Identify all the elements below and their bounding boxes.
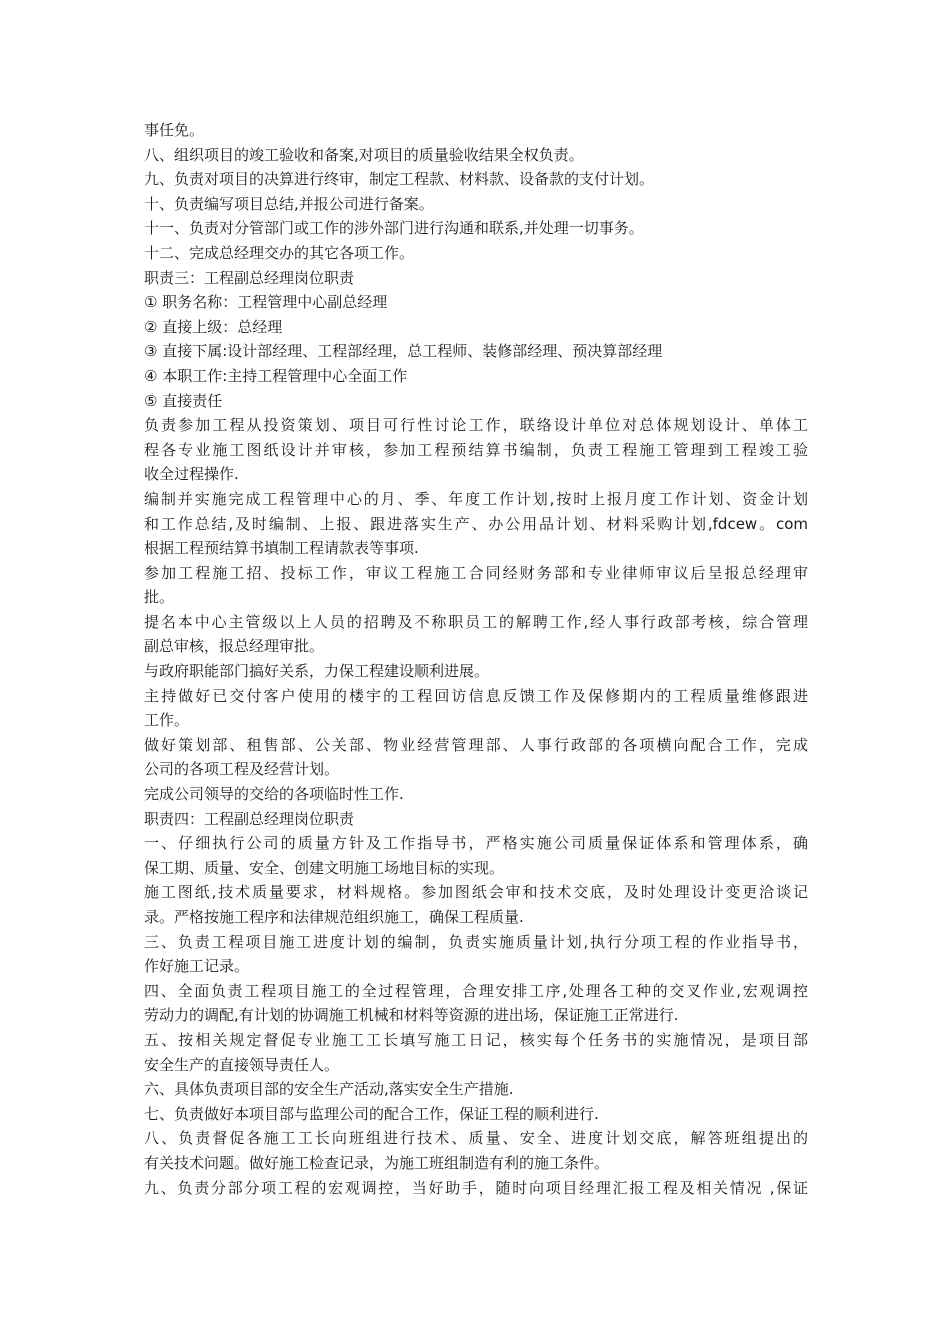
text-line: 施工图纸,技术质量要求，材料规格。参加图纸会审和技术交底，及时处理设计变更洽谈记 — [144, 883, 808, 902]
text-line: 作好施工记录。 — [144, 957, 250, 976]
text-line: 和工作总结,及时编制、上报、跟进落实生产、办公用品计划、材料采购计划,fdcew。com — [144, 514, 808, 533]
text-line: ④ 本职工作:主持工程管理中心全面工作 — [144, 366, 408, 385]
text-line: 十、负责编写项目总结,并报公司进行备案。 — [144, 194, 434, 213]
text-line: 七、负责做好本项目部与监理公司的配合工作，保证工程的顺利进行. — [144, 1104, 599, 1123]
text-line: 五、按相关规定督促专业施工工长填写施工日记，核实每个任务书的实施情况，是项目部 — [144, 1030, 808, 1049]
text-line: 三、负责工程项目施工进度计划的编制，负责实施质量计划,执行分项工程的作业指导书， — [144, 932, 808, 951]
text-line: 八、负责督促各施工工长向班组进行技术、质量、安全、进度计划交底，解答班组提出的 — [144, 1129, 808, 1148]
text-line: 完成公司领导的交给的各项临时性工作. — [144, 785, 404, 804]
text-line: 保工期、质量、安全、创建文明施工场地目标的实现。 — [144, 858, 505, 877]
text-line: 副总审核，报总经理审批。 — [144, 637, 325, 656]
text-line: 与政府职能部门搞好关系，力保工程建设顺利进展。 — [144, 662, 490, 681]
text-line: 批。 — [144, 588, 175, 607]
text-line: 八、组织项目的竣工验收和备案,对项目的质量验收结果全权负责。 — [144, 145, 584, 164]
text-line: 编制并实施完成工程管理中心的月、季、年度工作计划,按时上报月度工作计划、资金计划 — [144, 489, 808, 508]
text-line: 四、全面负责工程项目施工的全过程管理，合理安排工序,处理各工种的交叉作业,宏观调控 — [144, 981, 808, 1000]
text-line: ① 职务名称：工程管理中心副总经理 — [144, 293, 388, 312]
text-line: 十二、完成总经理交办的其它各项工作。 — [144, 243, 415, 262]
text-line: 九、负责分部分项工程的宏观调控，当好助手，随时向项目经理汇报工程及相关情况 ,保证 — [144, 1178, 808, 1197]
text-line: 六、具体负责项目部的安全生产活动,落实安全生产措施. — [144, 1080, 514, 1099]
text-line: ③ 直接下属:设计部经理、工程部经理，总工程师、装修部经理、预决算部经理 — [144, 342, 663, 361]
text-line: 劳动力的调配,有计划的协调施工机械和材料等资源的进出场，保证施工正常进行. — [144, 1006, 679, 1025]
text-line: 十一、负责对分管部门或工作的涉外部门进行沟通和联系,并处理一切事务。 — [144, 219, 644, 238]
text-line: 职责四：工程副总经理岗位职责 — [144, 809, 355, 828]
document-body — [144, 118, 808, 1200]
text-line: 录。严格按施工程序和法律规范组织施工，确保工程质量. — [144, 908, 524, 926]
text-line: 安全生产的直接领导责任人。 — [144, 1055, 340, 1074]
text-line: 程各专业施工图纸设计并审核，参加工程预结算书编制，负责工程施工管理到工程竣工验 — [144, 440, 808, 459]
text-line: ② 直接上级：总经理 — [144, 317, 283, 336]
text-line: 九、负责对项目的决算进行终审，制定工程款、材料款、设备款的支付计划。 — [144, 170, 655, 189]
text-line: 工作。 — [144, 711, 190, 730]
text-line: 负责参加工程从投资策划、项目可行性讨论工作，联络设计单位对总体规划设计、单体工 — [144, 416, 808, 435]
text-line: 根据工程预结算书填制工程请款表等事项. — [144, 539, 419, 558]
text-line: 参加工程施工招、投标工作，审议工程施工合同经财务部和专业律师审议后呈报总经理审 — [144, 563, 808, 582]
text-line: ⑤ 直接责任 — [144, 391, 223, 410]
text-line: 做好策划部、租售部、公关部、物业经营管理部、人事行政部的各项横向配合工作，完成 — [144, 735, 808, 754]
text-line: 收全过程操作. — [144, 465, 239, 484]
text-line: 主持做好已交付客户使用的楼宇的工程回访信息反馈工作及保修期内的工程质量维修跟进 — [144, 686, 808, 705]
text-line: 一、仔细执行公司的质量方针及工作指导书，严格实施公司质量保证体系和管理体系，确 — [144, 834, 808, 853]
text-line: 提名本中心主管级以上人员的招聘及不称职员工的解聘工作,经人事行政部考核，综合管理 — [144, 612, 808, 631]
text-line: 职责三：工程副总经理岗位职责 — [144, 268, 355, 287]
text-line: 公司的各项工程及经营计划。 — [144, 760, 340, 779]
text-line: 有关技术问题。做好施工检查记录，为施工班组制造有利的施工条件。 — [144, 1153, 610, 1172]
text-line: 事任免。 — [144, 121, 205, 139]
